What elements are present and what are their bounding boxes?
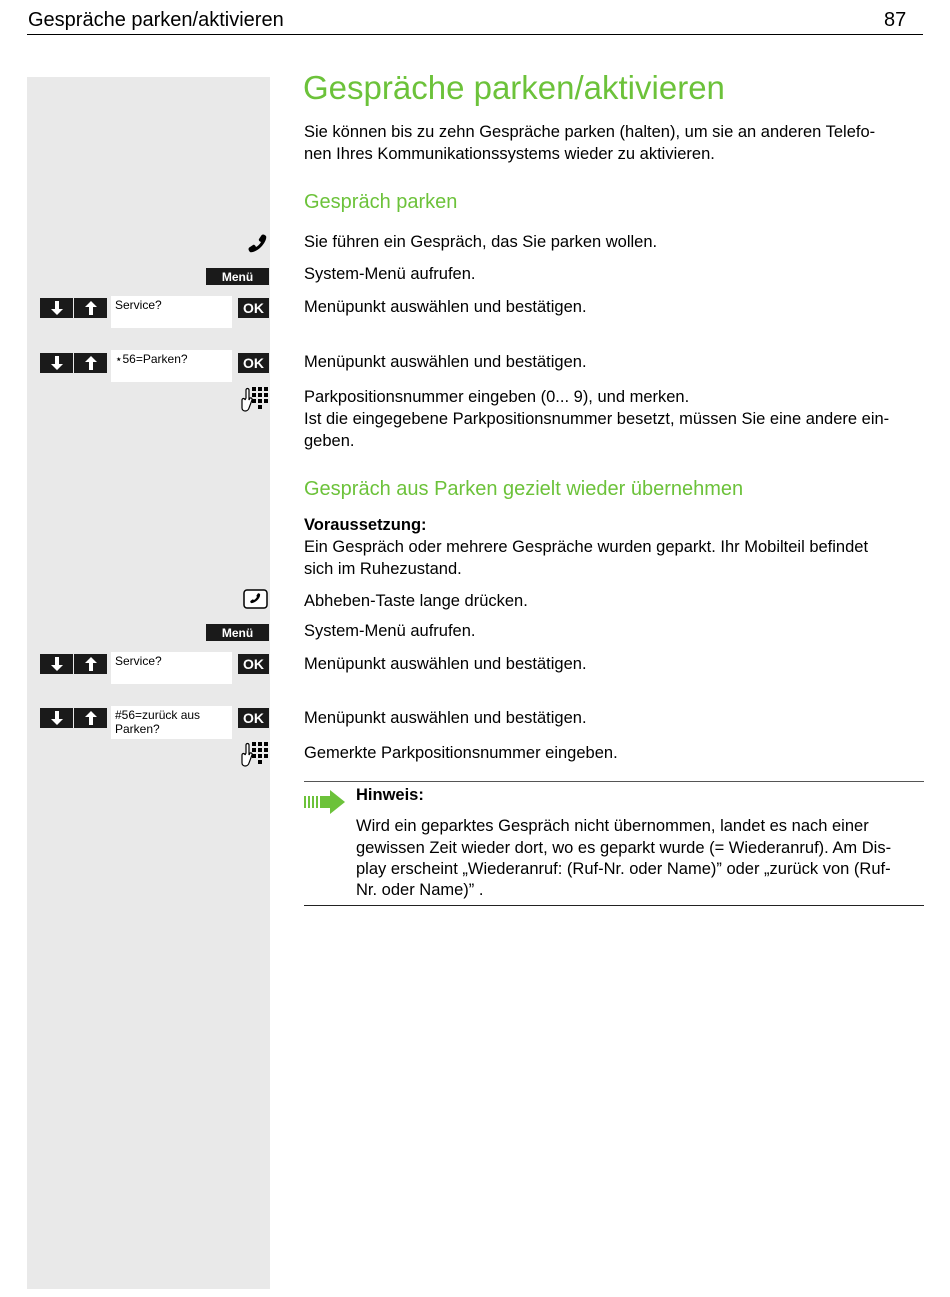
display-parken: ⋆56=Parken? [111, 350, 232, 382]
up-arrow-icon [84, 656, 98, 672]
handset-icon [246, 232, 268, 259]
prereq-label: Voraussetzung: [304, 516, 427, 534]
ok-key[interactable]: OK [238, 654, 269, 674]
up-arrow-key[interactable] [74, 353, 107, 373]
display-line-2: Parken? [115, 722, 160, 736]
step-menu-text-2: System-Menü aufrufen. [304, 622, 476, 640]
ok-key[interactable]: OK [238, 353, 269, 373]
step-hook-text: Abheben-Taste lange drücken. [304, 592, 528, 610]
down-arrow-key[interactable] [40, 353, 73, 373]
step-park-line-2: Ist die eingegebene Parkpositionsnummer besetzt, müssen Sie eine andere ein- [304, 410, 890, 428]
step-enter-text: Gemerkte Parkpositionsnummer eingeben. [304, 744, 618, 762]
prereq-line-2: sich im Ruhezustand. [304, 560, 462, 578]
note-label: Hinweis: [356, 786, 424, 804]
down-arrow-icon [50, 355, 64, 371]
note-top-rule [304, 781, 924, 782]
step-select-text-1: Menüpunkt auswählen und bestätigen. [304, 298, 587, 316]
down-arrow-key[interactable] [40, 298, 73, 318]
section-heading-park: Gespräch parken [304, 191, 458, 213]
down-arrow-key[interactable] [40, 708, 73, 728]
intro-line-1: Sie können bis zu zehn Gespräche parken (halten), um sie an anderen Telefo- [304, 123, 876, 141]
keypad-icon [241, 741, 269, 776]
section-heading-retrieve: Gespräch aus Parken gezielt wieder übernehmen [304, 478, 744, 500]
note-line-4: Nr. oder Name)” . [356, 881, 484, 899]
up-arrow-icon [84, 710, 98, 726]
note-bottom-rule [304, 905, 924, 906]
down-arrow-icon [50, 300, 64, 316]
up-arrow-icon [84, 355, 98, 371]
menu-key[interactable]: Menü [206, 624, 269, 641]
up-arrow-key[interactable] [74, 298, 107, 318]
display-service: Service? [111, 296, 232, 328]
down-arrow-key[interactable] [40, 654, 73, 674]
step-select-text-4: Menüpunkt auswählen und bestätigen. [304, 709, 587, 727]
down-arrow-icon [50, 710, 64, 726]
up-arrow-icon [84, 300, 98, 316]
ok-key[interactable]: OK [238, 298, 269, 318]
display-service-2: Service? [111, 652, 232, 684]
header-rule [27, 34, 923, 35]
ok-key[interactable]: OK [238, 708, 269, 728]
step-select-text-3: Menüpunkt auswählen und bestätigen. [304, 655, 587, 673]
step-park-line-3: geben. [304, 432, 355, 450]
up-arrow-key[interactable] [74, 654, 107, 674]
note-line-3: play erscheint „Wiederanruf: (Ruf-Nr. oder Name)” oder „zurück von (Ruf- [356, 860, 891, 878]
running-title: Gespräche parken/aktivieren [28, 9, 284, 31]
note-arrow-icon [303, 789, 346, 820]
intro-line-2: nen Ihres Kommunikationssystems wieder zu aktivieren. [304, 145, 715, 163]
up-arrow-key[interactable] [74, 708, 107, 728]
note-line-2: gewissen Zeit wieder dort, wo es geparkt wurde (= Wiederanruf). Am Dis- [356, 839, 892, 857]
display-line-1: #56=zurück aus [115, 708, 201, 722]
step-menu-text: System-Menü aufrufen. [304, 265, 476, 283]
menu-key[interactable]: Menü [206, 268, 269, 285]
page-number: 87 [884, 9, 907, 31]
down-arrow-icon [50, 656, 64, 672]
step-select-text-2: Menüpunkt auswählen und bestätigen. [304, 353, 587, 371]
step-park-line-1: Parkpositionsnummer eingeben (0... 9), und merken. [304, 388, 690, 406]
prereq-line-1: Ein Gespräch oder mehrere Gespräche wurden geparkt. Ihr Mobilteil befindet [304, 538, 869, 556]
keypad-icon [241, 386, 269, 421]
page-title: Gespräche parken/aktivieren [303, 69, 725, 106]
hook-key-icon[interactable] [243, 589, 268, 614]
note-line-1: Wird ein geparktes Gespräch nicht übernommen, landet es nach einer [356, 817, 869, 835]
display-zurueck-aus-parken [111, 706, 232, 739]
step-call-text: Sie führen ein Gespräch, das Sie parken wollen. [304, 233, 658, 251]
